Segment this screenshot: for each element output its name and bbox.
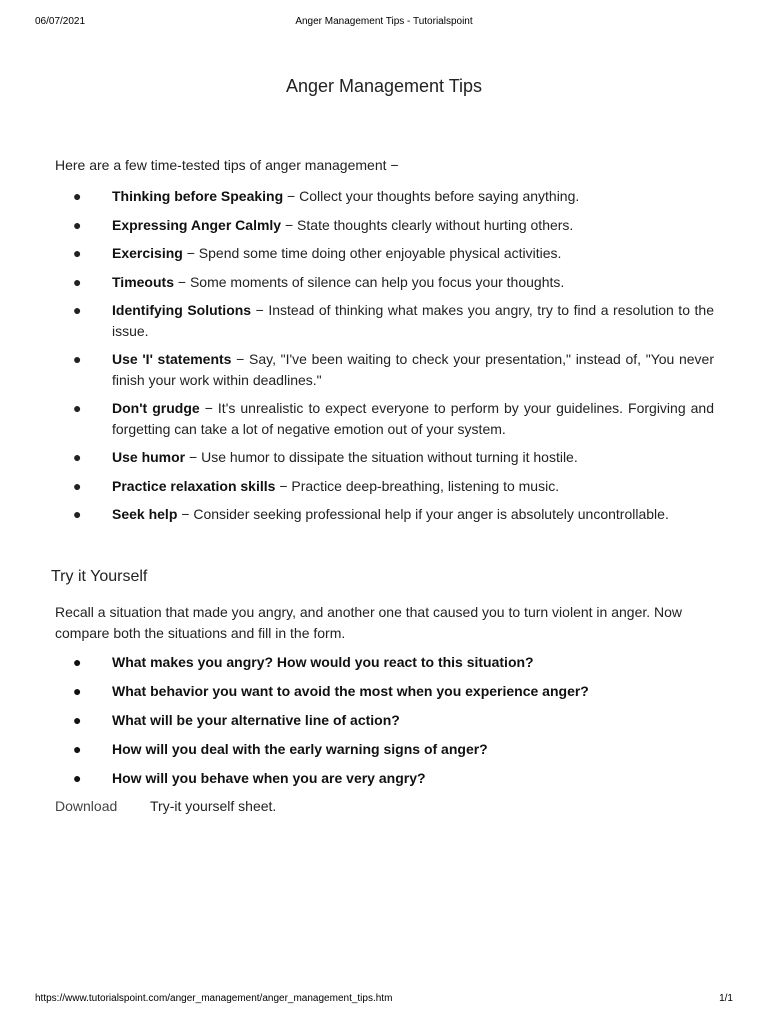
tip-term: Use humor (112, 449, 186, 465)
tip-desc: − Use humor to dissipate the situation without turning it hostile. (185, 449, 578, 465)
list-item (0, 300, 768, 341)
list-item (0, 768, 768, 788)
tip-desc: − Consider seeking professional help if your anger is absolutely uncontrollable. (177, 506, 669, 522)
print-doc-title: Anger Management Tips - Tutorialspoint (295, 16, 473, 27)
tip-desc: − Instead of thinking what makes you angry, try to find a resolution to the issue. (112, 302, 714, 339)
tip-desc: − Collect your thoughts before saying anything. (283, 188, 580, 204)
section-heading: Try it Yourself (51, 568, 148, 585)
tips-list (0, 186, 768, 533)
bullet-icon: ● (73, 770, 82, 786)
bullet-icon: ● (73, 449, 82, 465)
tip-desc: − Spend some time doing other enjoyable physical activities. (182, 245, 562, 261)
print-footer (0, 993, 768, 1007)
tip-desc: − Say, "I've been waiting to check your presentation," instead of, "You never finish your work within deadlines." (112, 351, 714, 388)
question-text: What will be your alternative line of action? (112, 712, 400, 728)
tip-term: Exercising (112, 245, 183, 261)
question-text: How will you behave when you are very angry? (112, 770, 426, 786)
list-item (0, 243, 768, 264)
list-item (0, 476, 768, 497)
bullet-icon: ● (73, 351, 82, 367)
tip-desc: − State thoughts clearly without hurting others. (281, 216, 574, 233)
list-item (0, 215, 768, 236)
print-date: 06/07/2021 (35, 16, 86, 27)
list-item (0, 349, 768, 390)
page-title: Anger Management Tips (285, 76, 483, 96)
question-text: What makes you angry? How would you react to this situation? (112, 654, 534, 670)
bullet-icon: ● (73, 273, 82, 290)
tip-term: Timeouts (112, 273, 174, 290)
list-item (0, 710, 768, 730)
bullet-icon: ● (73, 188, 82, 204)
bullet-icon: ● (73, 654, 82, 670)
questions-list (0, 652, 768, 797)
print-url: https://www.tutorialspoint.com/anger_management/anger_management_tips.htm (35, 993, 393, 1004)
bullet-icon: ● (73, 400, 82, 416)
recall-text: Recall a situation that made you angry, and another one that caused you to turn violent in anger. Now compare both the situations and fill in the form. (55, 604, 683, 641)
intro-text: Here are a few time-tested tips of anger management − (55, 157, 399, 173)
tip-term: Thinking before Speaking (112, 188, 284, 204)
tip-term: Expressing Anger Calmly (112, 216, 282, 233)
tip-desc: − It's unrealistic to expect everyone to perform by your guidelines. Forgiving and forgetting can take a lot of negative emotion out of your system. (112, 400, 715, 437)
list-item (0, 398, 768, 439)
bullet-icon: ● (73, 216, 82, 233)
tip-term: Seek help (112, 506, 178, 522)
list-item (0, 504, 768, 525)
bullet-icon: ● (73, 506, 82, 522)
question-text: How will you deal with the early warning signs of anger? (112, 741, 488, 757)
bullet-icon: ● (73, 477, 82, 494)
print-header (0, 16, 768, 30)
download-link[interactable]: Download (55, 798, 118, 814)
bullet-icon: ● (73, 683, 82, 699)
list-item (0, 681, 768, 701)
question-text: What behavior you want to avoid the most when you experience anger? (112, 683, 589, 699)
tip-term: Identifying Solutions (112, 302, 252, 318)
tip-term: Don't grudge (112, 400, 200, 416)
tip-term: Use 'I' statements (112, 351, 232, 367)
page-count: 1/1 (719, 993, 733, 1004)
download-description: Try-it yourself sheet. (150, 798, 277, 814)
tip-desc: − Practice deep-breathing, listening to music. (275, 477, 560, 494)
bullet-icon: ● (73, 741, 82, 757)
download-row (55, 796, 276, 816)
list-item (0, 652, 768, 672)
list-item (0, 447, 768, 468)
list-item (0, 739, 768, 759)
bullet-icon: ● (73, 302, 82, 318)
tip-term: Practice relaxation skills (112, 477, 276, 494)
list-item (0, 272, 768, 293)
list-item (0, 186, 768, 207)
bullet-icon: ● (73, 245, 82, 261)
tip-desc: − Some moments of silence can help you focus your thoughts. (173, 273, 565, 290)
bullet-icon: ● (73, 712, 82, 728)
